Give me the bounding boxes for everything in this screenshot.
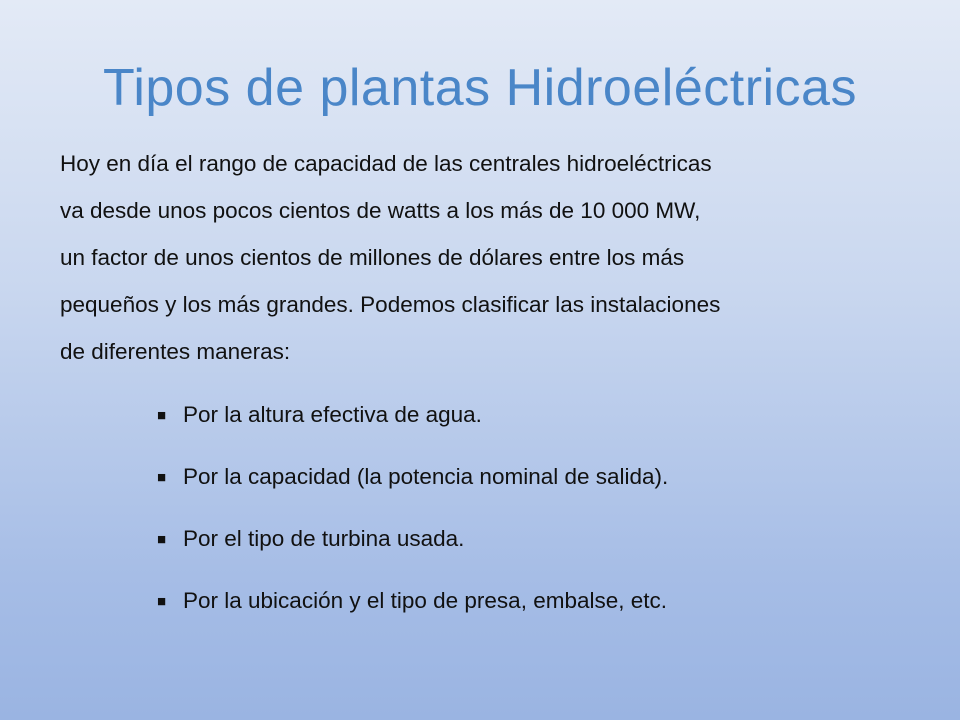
bullet-item	[157, 570, 917, 632]
intro-line: va desde unos pocos cientos de watts a los más de 10 000 MW,	[60, 198, 701, 223]
bullet-item	[157, 384, 917, 446]
bullet-text: Por la capacidad (la potencia nominal de salida).	[183, 464, 669, 489]
bullet-text: Por el tipo de turbina usada.	[183, 526, 465, 551]
slide-title: Tipos de plantas Hidroeléctricas	[103, 59, 857, 117]
square-bullet-icon: ■	[157, 530, 167, 548]
square-bullet-icon: ■	[157, 592, 167, 610]
bullet-item	[157, 446, 917, 508]
square-bullet-icon: ■	[157, 468, 167, 486]
bullet-text: Por la altura efectiva de agua.	[183, 402, 482, 427]
intro-line: pequeños y los más grandes. Podemos clasificar las instalaciones	[60, 292, 721, 317]
bullet-item	[157, 508, 917, 570]
intro-line: un factor de unos cientos de millones de dólares entre los más	[60, 245, 685, 270]
bullet-text: Por la ubicación y el tipo de presa, embalse, etc.	[183, 588, 668, 613]
bullet-list	[157, 384, 917, 632]
square-bullet-icon: ■	[157, 406, 167, 424]
intro-line: de diferentes maneras:	[60, 339, 291, 364]
intro-paragraph	[60, 140, 910, 375]
intro-line: Hoy en día el rango de capacidad de las centrales hidroeléctricas	[60, 151, 712, 176]
